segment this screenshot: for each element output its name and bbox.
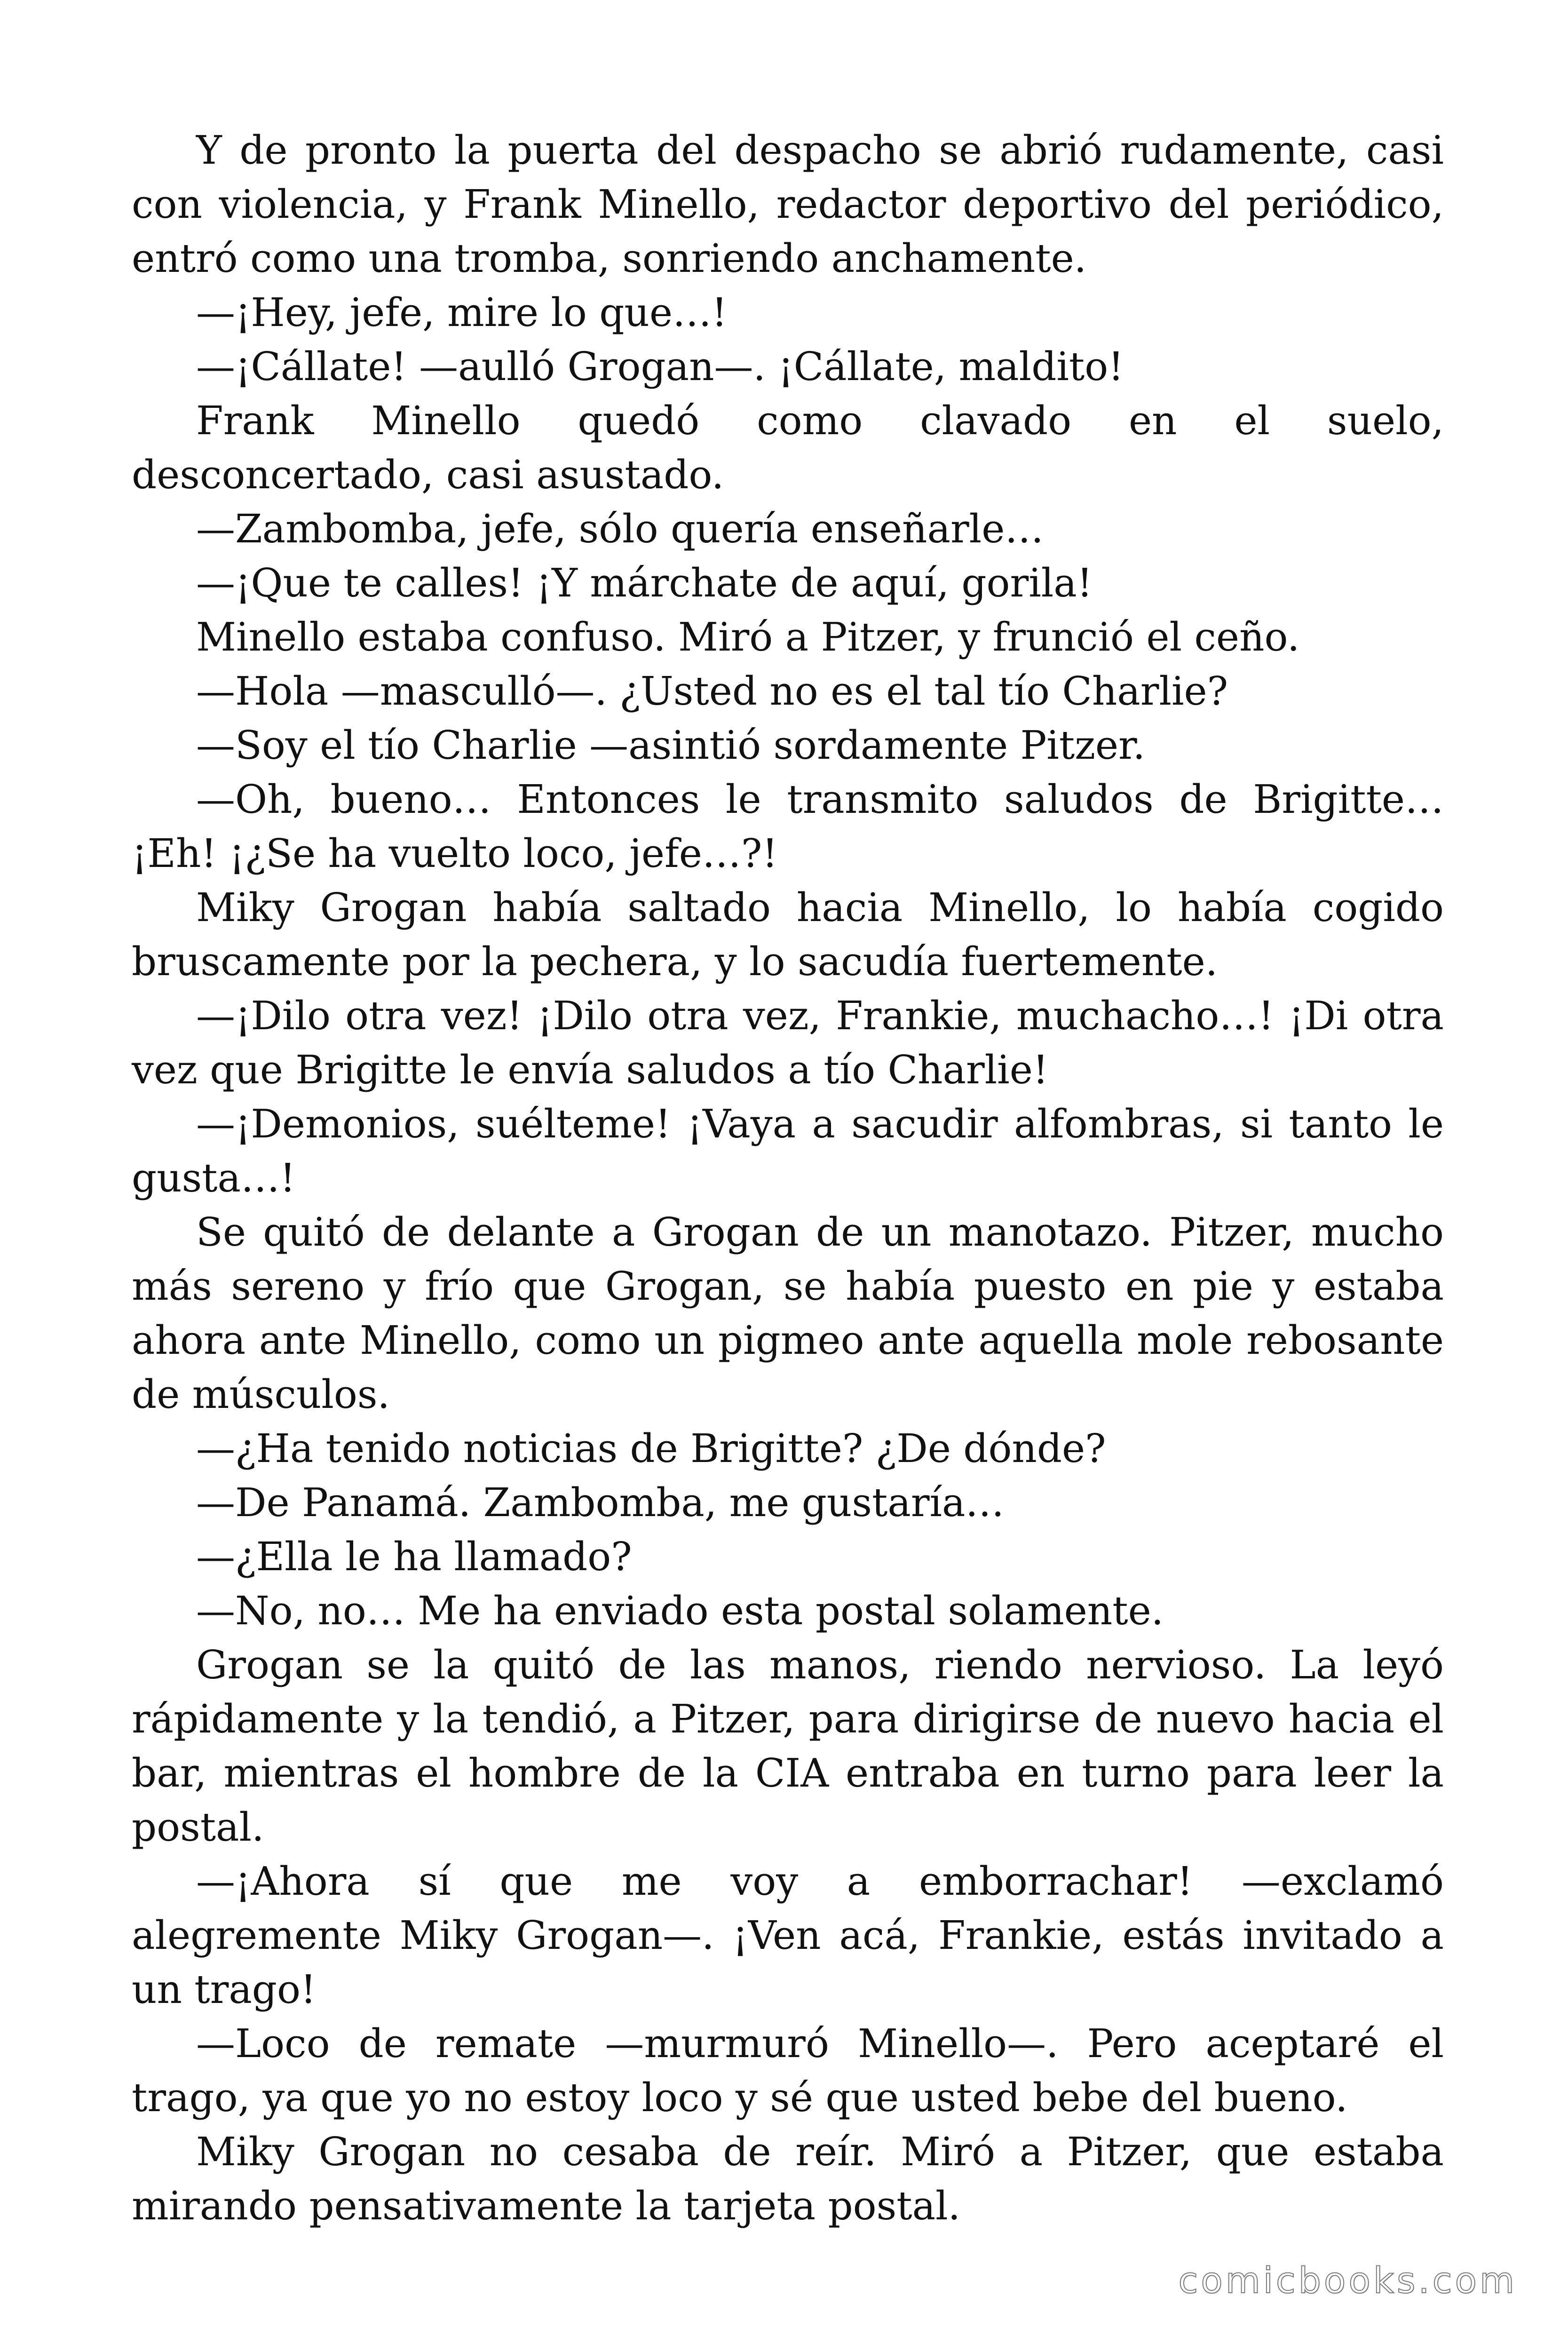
paragraph: —De Panamá. Zambomba, me gustaría… [196,1480,1005,1526]
paragraph: —No, no… Me ha enviado esta postal solamente. [196,1588,1164,1634]
paragraph: —¡Cállate! —aulló Grogan—. ¡Cállate, maldito! [196,344,1124,389]
paragraph: —Zambomba, jefe, sólo quería enseñarle… [196,506,1044,552]
paragraph: Miky Grogan no cesaba de reír. Miró a Pitzer, que estaba mirando pensativamente la tarjeta postal. [132,2129,1444,2229]
paragraph: —¡Demonios, suélteme! ¡Vaya a sacudir alfombras, si tanto le gusta…! [132,1101,1444,1201]
paragraph: —Loco de remate —murmuró Minello—. Pero aceptaré el trago, ya que yo no estoy loco y sé que usted bebe del bueno. [132,2021,1444,2121]
watermark: comicbooks.com [1178,2259,1517,2301]
paragraph: —Hola —masculló—. ¿Usted no es el tal tío Charlie? [196,668,1228,714]
paragraph: Frank Minello quedó como clavado en el suelo, desconcertado, casi asustado. [132,398,1444,498]
document-page [132,123,1444,2233]
paragraph: —Oh, bueno… Entonces le transmito saludos de Brigitte… ¡Eh! ¡¿Se ha vuelto loco, jefe…?! [132,777,1444,876]
paragraph: Minello estaba confuso. Miró a Pitzer, y frunció el ceño. [196,614,1300,660]
paragraph: Grogan se la quitó de las manos, riendo nervioso. La leyó rápidamente y la tendió, a Pitzer, para dirigirse de nuevo hacia el bar, mientras el hombre de la CIA entraba en turno para leer la postal. [132,1642,1444,1850]
paragraph: —¡Que te calles! ¡Y márchate de aquí, gorila! [196,560,1093,606]
paragraph: —¡Hey, jefe, mire lo que…! [196,290,728,335]
paragraph: —¿Ha tenido noticias de Brigitte? ¿De dónde? [196,1426,1106,1471]
paragraph: Y de pronto la puerta del despacho se abrió rudamente, casi con violencia, y Frank Minello, redactor deportivo del periódico, entró como una tromba, sonriendo anchamente. [132,127,1444,281]
paragraph: Miky Grogan había saltado hacia Minello, lo había cogido bruscamente por la pechera, y lo sacudía fuertemente. [132,885,1444,985]
paragraph: —¡Dilo otra vez! ¡Dilo otra vez, Frankie, muchacho…! ¡Di otra vez que Brigitte le envía saludos a tío Charlie! [132,993,1444,1093]
paragraph: Se quitó de delante a Grogan de un manotazo. Pitzer, mucho más sereno y frío que Grogan, se había puesto en pie y estaba ahora ante Minello, como un pigmeo ante aquella mole rebosante de músculos. [132,1209,1444,1417]
paragraph: —Soy el tío Charlie —asintió sordamente Pitzer. [196,723,1145,768]
paragraph: —¡Ahora sí que me voy a emborrachar! —exclamó alegremente Miky Grogan—. ¡Ven acá, Frankie, estás invitado a un trago! [132,1859,1444,2012]
paragraph: —¿Ella le ha llamado? [196,1534,632,1580]
